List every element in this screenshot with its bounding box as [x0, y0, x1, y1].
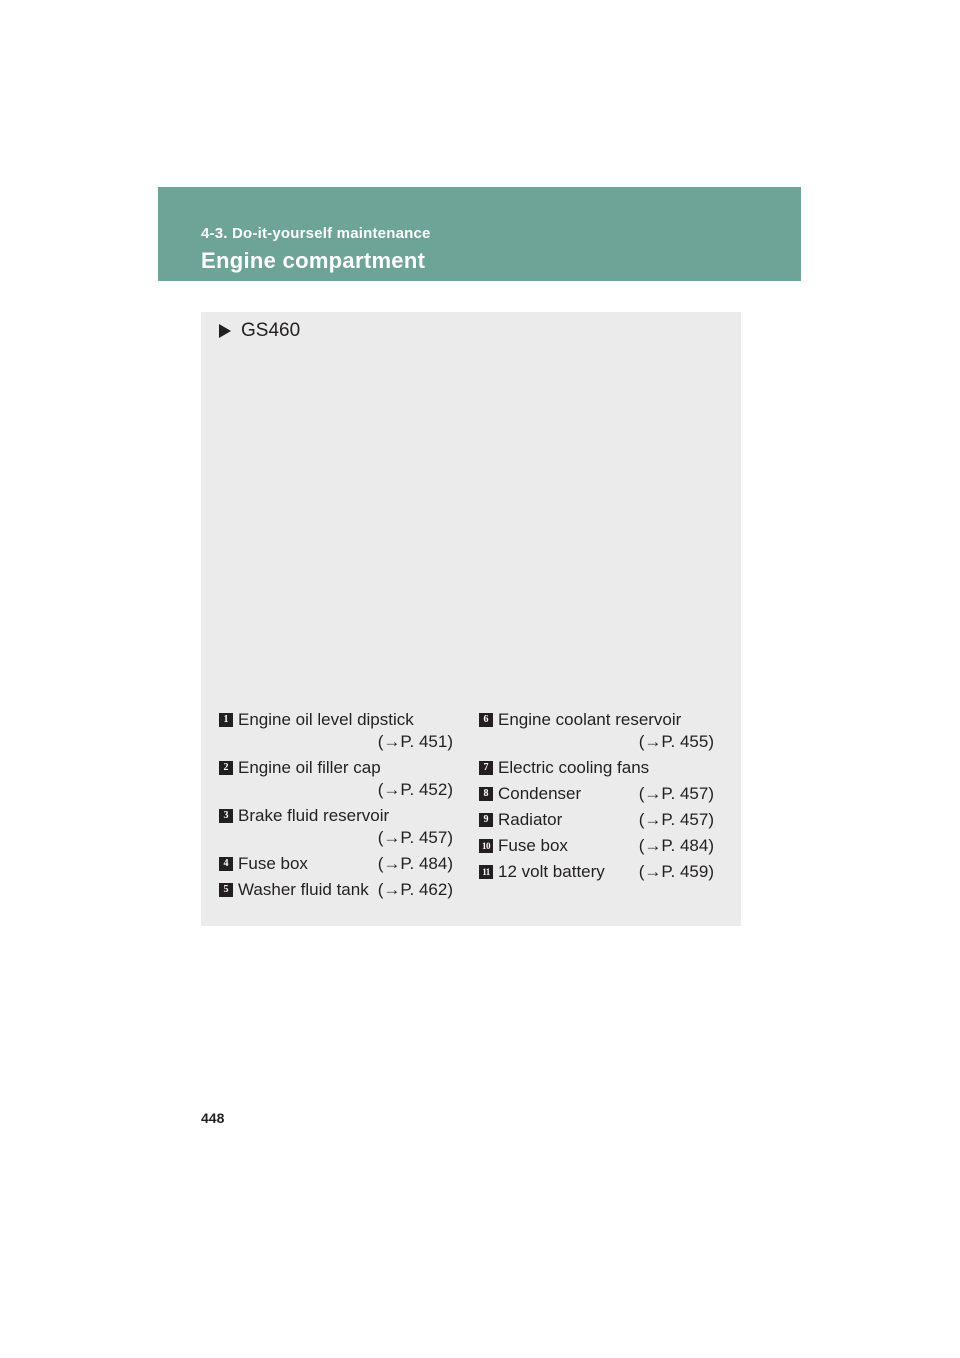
legend-label: Engine oil level dipstick — [238, 710, 414, 729]
legend-item — [479, 809, 714, 831]
triangle-bullet-icon — [219, 324, 231, 338]
legend-label: Radiator — [498, 810, 563, 829]
page-reference: (→P. 459) — [638, 862, 714, 881]
model-name: GS460 — [241, 320, 301, 341]
legend-label: Washer fluid tank — [238, 880, 369, 899]
page-reference: (→P. 457) — [638, 784, 714, 803]
legend-label: Brake fluid reservoir — [238, 806, 390, 825]
page-title: Engine compartment — [201, 248, 426, 273]
legend-label: 12 volt battery — [498, 862, 605, 881]
legend-item — [479, 709, 714, 753]
page-reference: (→P. 452) — [377, 780, 453, 799]
legend-label: Fuse box — [498, 836, 568, 855]
legend-item — [479, 783, 714, 805]
number-badge: 1 — [219, 713, 233, 727]
page-reference: (→P. 451) — [377, 732, 453, 751]
number-badge: 2 — [219, 761, 233, 775]
page-number: 448 — [201, 1110, 225, 1126]
legend-item — [219, 853, 453, 875]
legend-item — [219, 805, 453, 849]
section-header — [158, 187, 801, 281]
number-badge: 9 — [479, 813, 493, 827]
legend-label: Fuse box — [238, 854, 308, 873]
page-reference: (→P. 484) — [377, 854, 453, 873]
legend-label: Engine oil filler cap — [238, 758, 381, 777]
page-reference: (→P. 457) — [638, 810, 714, 829]
page-reference: (→P. 455) — [638, 732, 714, 751]
model-label — [219, 320, 300, 342]
section-label: 4-3. Do-it-yourself maintenance — [201, 225, 431, 242]
page-reference: (→P. 457) — [377, 828, 453, 847]
page-reference: (→P. 462) — [377, 880, 453, 899]
legend-item — [219, 709, 453, 753]
page-reference: (→P. 484) — [638, 836, 714, 855]
legend-label: Condenser — [498, 784, 582, 803]
number-badge: 3 — [219, 809, 233, 823]
number-badge: 7 — [479, 761, 493, 775]
legend-label: Engine coolant reservoir — [498, 710, 682, 729]
legend-label: Electric cooling fans — [498, 758, 650, 777]
legend-left-column — [219, 709, 453, 901]
number-badge: 10 — [479, 839, 493, 853]
legend-right-column — [479, 709, 714, 883]
number-badge: 6 — [479, 713, 493, 727]
number-badge: 4 — [219, 857, 233, 871]
legend-item — [479, 757, 714, 779]
illustration-panel — [201, 312, 741, 926]
legend-item — [219, 757, 453, 801]
legend-item — [479, 835, 714, 857]
legend-item — [479, 861, 714, 883]
number-badge: 5 — [219, 883, 233, 897]
legend-item — [219, 879, 453, 901]
number-badge: 8 — [479, 787, 493, 801]
number-badge: 11 — [479, 865, 493, 879]
